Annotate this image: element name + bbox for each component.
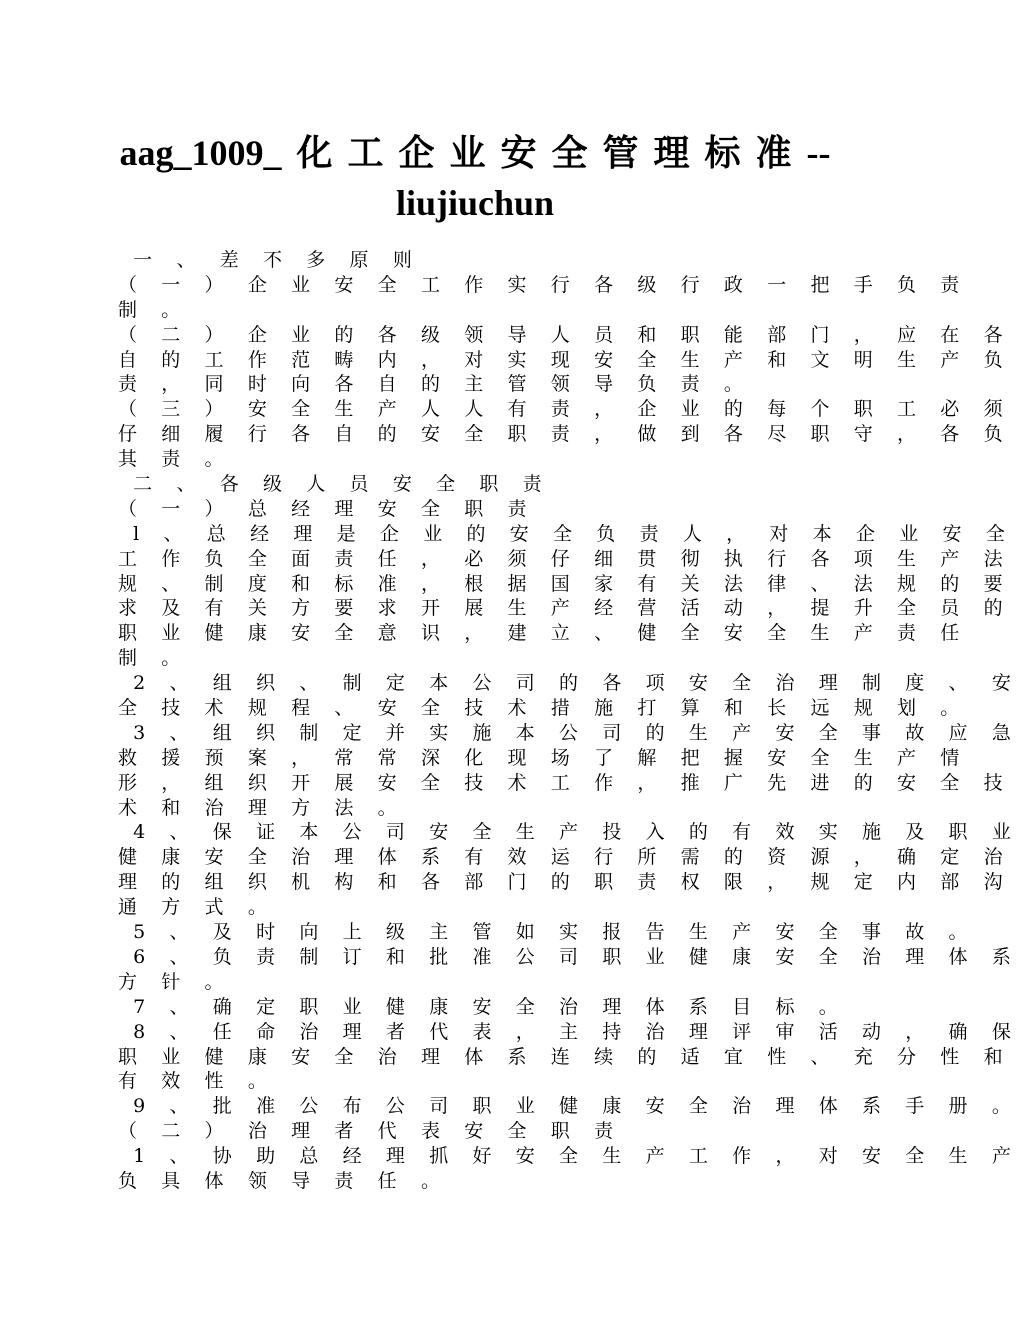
text-line: （ 二 ） 治 理 者 代 表 安 全 职 责 — [118, 1120, 623, 1143]
text-line: l 、 总 经 理 是 企 业 的 安 全 负 责 人 ， 对 本 企 业 安 全 — [118, 522, 1014, 545]
text-line: 有 效 性 。 — [118, 1070, 276, 1093]
text-line: 仔 细 履 行 各 自 的 安 全 职 责 ， 做 到 各 尽 职 守 ， 各 负 — [118, 423, 1012, 446]
document-body — [118, 248, 1020, 1194]
text-line: 其 责 。 — [118, 448, 233, 471]
text-line: 全 技 术 规 程 、 安 全 技 术 措 施 打 算 和 长 远 规 划 。 — [118, 697, 969, 720]
text-line: 制 。 — [118, 647, 190, 670]
text-line: 通 方 式 。 — [118, 896, 276, 919]
text-line: （ 三 ） 安 全 生 产 人 人 有 责 ， 企 业 的 每 个 职 工 必 须 — [118, 398, 1012, 421]
text-line: 4 、 保 证 本 公 司 安 全 生 产 投 入 的 有 效 实 施 及 职 业 — [118, 821, 1020, 844]
text-line: （ 二 ） 企 业 的 各 级 领 导 人 员 和 职 能 部 门 ， 应 在 各 — [118, 323, 1012, 346]
text-line: 职 业 健 康 安 全 治 理 体 系 连 续 的 适 宜 性 、 充 分 性 和 — [118, 1045, 1012, 1068]
text-line: 形 ， 组 织 开 展 安 全 技 术 工 作 ， 推 广 先 进 的 安 全 技 — [118, 771, 1012, 794]
text-line: 一 、 差 不 多 原 则 — [118, 249, 421, 271]
text-line: 7 、 确 定 职 业 健 康 安 全 治 理 体 系 目 标 。 — [118, 995, 847, 1018]
text-line: 3 、 组 织 制 定 并 实 施 本 公 司 的 生 产 安 全 事 故 应 急 — [118, 721, 1020, 744]
text-line: 制 。 — [118, 298, 190, 321]
text-line: 工 作 负 全 面 责 任 ， 必 须 仔 细 贯 彻 执 行 各 项 生 产 法 — [118, 547, 1012, 570]
text-line: 职 业 健 康 安 全 意 识 ， 建 立 、 健 全 安 全 生 产 责 任 — [118, 622, 969, 645]
text-line: （ 一 ） 企 业 安 全 工 作 实 行 各 级 行 政 一 把 手 负 责 — [118, 273, 969, 296]
text-line: 健 康 安 全 治 理 体 系 有 效 运 行 所 需 的 资 源 ， 确 定 治 — [118, 846, 1012, 869]
text-line: 自 的 工 作 范 畴 内 ， 对 实 现 安 全 生 产 和 文 明 生 产 负 — [118, 348, 1012, 371]
text-line: 责 ， 同 时 向 各 自 的 主 管 领 导 负 责 。 — [118, 373, 753, 396]
text-line: 1 、 协 助 总 经 理 抓 好 安 全 生 产 工 作 ， 对 安 全 生 产 — [118, 1145, 1020, 1168]
text-line: 救 援 预 案 ， 常 常 深 化 现 场 了 解 把 握 安 全 生 产 情 — [118, 746, 969, 769]
text-line: 5 、 及 时 向 上 级 主 管 如 实 报 告 生 产 安 全 事 故 。 — [118, 921, 977, 944]
text-line: 2 、 组 织 、 制 定 本 公 司 的 各 项 安 全 治 理 制 度 、 安 — [118, 672, 1020, 695]
title-line-2: liujiuchun — [395, 183, 555, 223]
text-line: 负 具 体 领 导 责 任 。 — [118, 1169, 450, 1192]
text-line: 9 、 批 准 公 布 公 司 职 业 健 康 安 全 治 理 体 系 手 册 。 — [118, 1095, 1020, 1118]
title-line-1: aag_1009_ 化 工 企 业 安 全 管 理 标 准 -- — [119, 133, 831, 173]
document-title — [110, 128, 840, 228]
text-line: 理 的 组 织 机 构 和 各 部 门 的 职 责 权 限 ， 规 定 内 部 沟 — [118, 871, 1012, 894]
text-line: 6 、 负 责 制 订 和 批 准 公 司 职 业 健 康 安 全 治 理 体 系 — [118, 945, 1020, 968]
text-line: 方 针 。 — [118, 970, 233, 993]
text-line: 二 、 各 级 人 员 安 全 职 责 — [118, 473, 551, 496]
text-line: 8 、 任 命 治 理 者 代 表 ， 主 持 治 理 评 审 活 动 ， 确 保 — [118, 1020, 1020, 1043]
text-line: 规 、 制 度 和 标 准 ， 根 据 国 家 有 关 法 律 、 法 规 的 要 — [118, 572, 1012, 595]
text-line: 术 和 治 理 方 法 。 — [118, 796, 406, 819]
text-line: 求 及 有 关 方 要 求 开 展 生 产 经 营 活 动 ， 提 升 全 员 的 — [118, 597, 1012, 620]
text-line: （ 一 ） 总 经 理 安 全 职 责 — [118, 497, 536, 520]
